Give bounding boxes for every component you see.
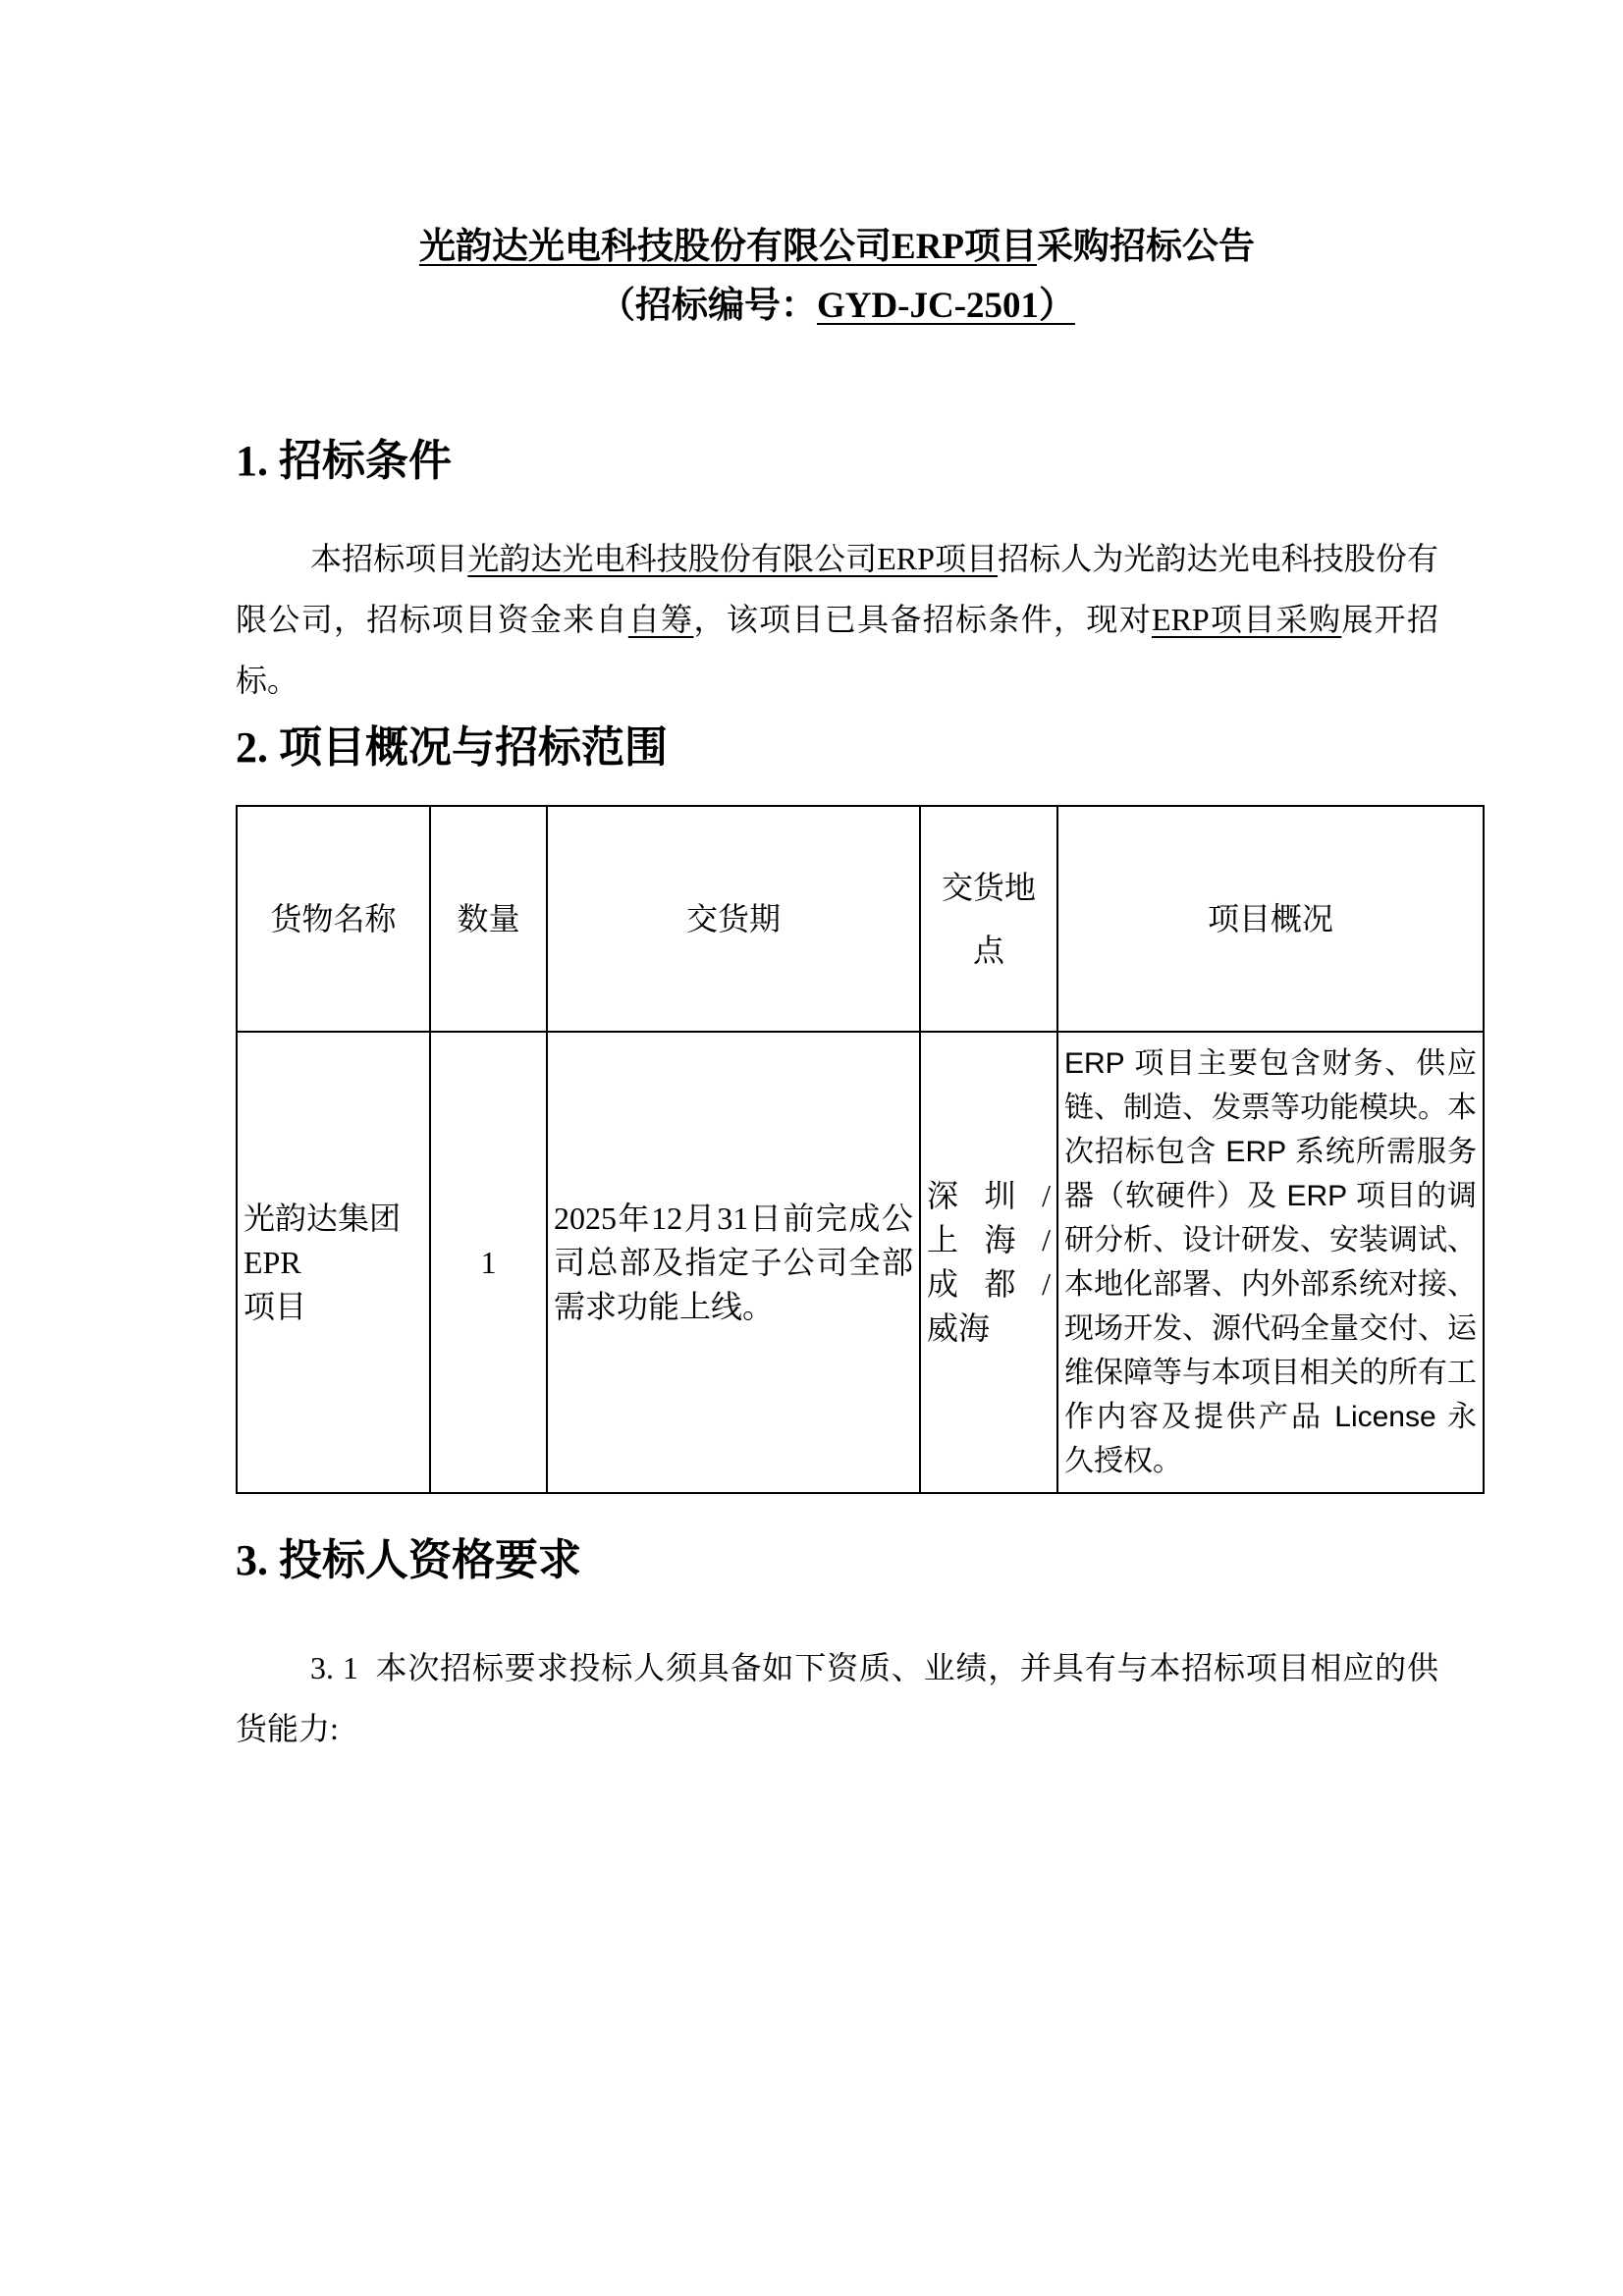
cell-line: 项目 — [243, 1288, 307, 1324]
cell-line: 上海/ — [927, 1222, 1051, 1257]
cell-quantity: 1 — [430, 1032, 547, 1493]
cell-line: 光韵达集团EPR — [243, 1200, 402, 1280]
text-segment: ，该项目已具备招标条件，现对 — [693, 602, 1153, 637]
cell-line: 深圳/ — [927, 1178, 1051, 1213]
title-line-2-tender-number — [236, 277, 1438, 336]
text-segment: 自筹 — [627, 602, 694, 637]
text-segment: ERP项目采购 — [1152, 602, 1342, 637]
cell-delivery-location — [920, 1032, 1057, 1493]
section1-heading: 1. 招标条件 — [236, 437, 452, 485]
section1-paragraph — [236, 528, 1438, 711]
cell-line: 威海 — [927, 1310, 991, 1346]
col-header-quantity: 数量 — [430, 806, 547, 1032]
section3-heading: 3. 投标人资格要求 — [236, 1536, 581, 1584]
table-header-row — [237, 806, 1484, 1032]
text-segment: 展开招标。 — [236, 602, 1438, 698]
title-line-1 — [236, 218, 1438, 277]
text-segment: 招标人为光韵达光电科技股份有限公司，招标项目资金来自 — [236, 541, 1438, 637]
col-header-goods-name: 货物名称 — [237, 806, 430, 1032]
cell-project-overview: ERP 项目主要包含财务、供应链、制造、发票等功能模块。本次招标包含 ERP 系统所需服务器（软硬件）及 ERP 项目的调研分析、设计研发、安装调试、本地化部署、内外部系统对接、现场开发、源代码全量交付、运维保障等与本项目相关的所有工作内容及提供产品 License 永久授权。 — [1057, 1032, 1484, 1493]
title-line1-underlined-text: 光韵达光电科技股份有限公司ERP项目 — [419, 227, 1037, 267]
section3-paragraph: 3. 1 本次招标要求投标人须具备如下资质、业绩，并具有与本招标项目相应的供货能力: — [236, 1650, 1438, 1746]
section2-heading: 2. 项目概况与招标范围 — [236, 723, 668, 772]
col-header-project-overview: 项目概况 — [1057, 806, 1484, 1032]
tender-number-value: GYD-JC-2501） — [816, 286, 1076, 326]
cell-line: 成都/ — [927, 1266, 1051, 1302]
project-overview-table — [236, 805, 1485, 1494]
text-segment: 光韵达光电科技股份有限公司ERP项目 — [467, 541, 999, 576]
cell-delivery-period: 2025年12月31日前完成公司总部及指定子公司全部需求功能上线。 — [547, 1032, 920, 1493]
col-header-delivery-period: 交货期 — [547, 806, 920, 1032]
document-title-block — [236, 218, 1438, 336]
cell-goods-name — [237, 1032, 430, 1493]
table-row — [237, 1032, 1484, 1493]
title-line1-rest-text: 采购招标公告 — [1037, 227, 1255, 267]
tender-number-label: （招标编号： — [598, 286, 817, 326]
text-segment: 本招标项目 — [310, 541, 468, 576]
col-header-delivery-location: 交货地点 — [920, 806, 1057, 1032]
